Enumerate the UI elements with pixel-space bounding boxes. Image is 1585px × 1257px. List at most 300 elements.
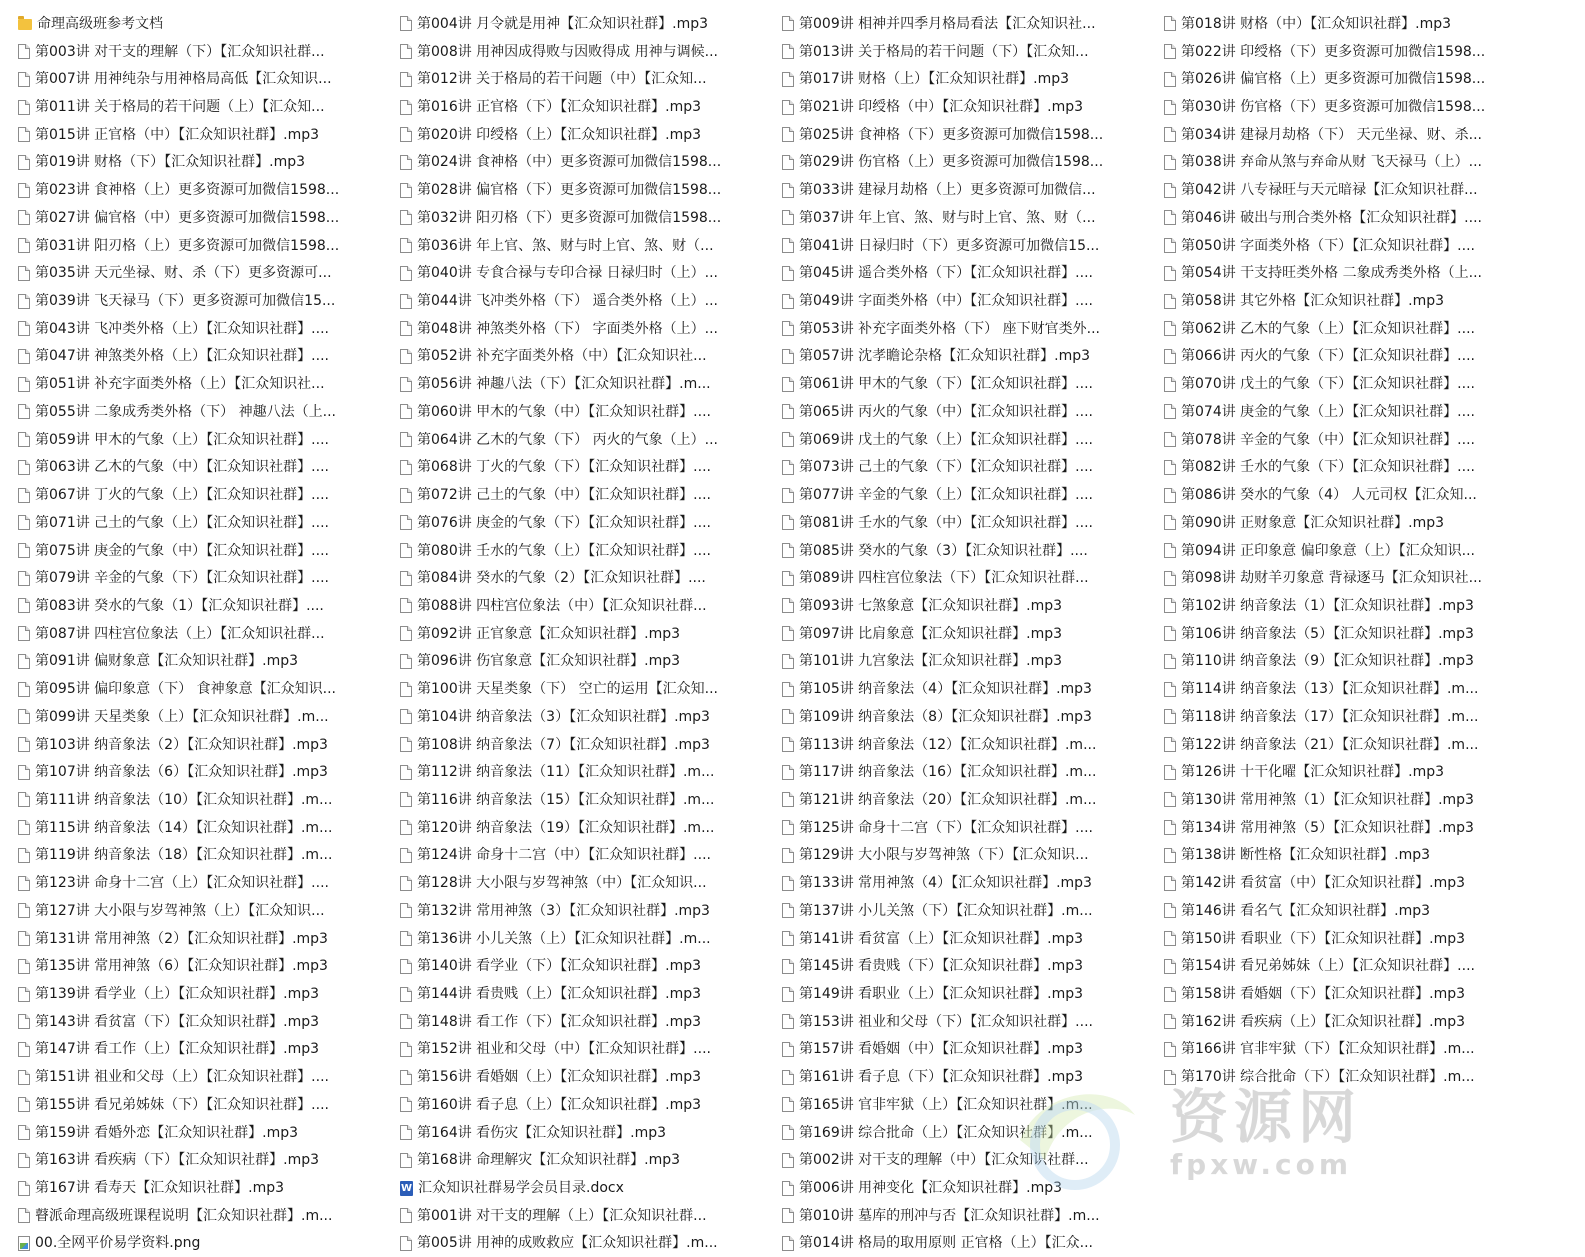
file-item[interactable] bbox=[400, 65, 782, 93]
file-item[interactable] bbox=[400, 648, 782, 676]
file-item[interactable] bbox=[400, 426, 782, 454]
file-item[interactable] bbox=[1164, 620, 1546, 648]
file-item[interactable] bbox=[782, 38, 1164, 66]
file-item[interactable] bbox=[400, 149, 782, 177]
file-name: 第008讲 用神因成得败与因败得成 用神与调候... bbox=[417, 43, 718, 60]
file-item[interactable] bbox=[782, 842, 1164, 870]
file-name: 第156讲 看婚姻（上）【汇众知识社群】.mp3 bbox=[417, 1069, 702, 1086]
file-item[interactable] bbox=[18, 93, 400, 121]
file-icon bbox=[18, 1097, 30, 1112]
file-item[interactable] bbox=[782, 1036, 1164, 1064]
file-item[interactable] bbox=[1164, 204, 1546, 232]
file-icon bbox=[1164, 682, 1176, 697]
file-icon bbox=[1164, 16, 1176, 31]
file-name: 第160讲 看子息（上）【汇众知识社群】.mp3 bbox=[417, 1096, 702, 1113]
file-icon bbox=[400, 127, 412, 142]
file-icon bbox=[1164, 792, 1176, 807]
file-item[interactable] bbox=[782, 925, 1164, 953]
file-item[interactable] bbox=[400, 121, 782, 149]
file-name: 第131讲 常用神煞（2）【汇众知识社群】.mp3 bbox=[35, 930, 328, 947]
file-item[interactable] bbox=[782, 149, 1164, 177]
file-list bbox=[18, 10, 1578, 1252]
file-item[interactable] bbox=[400, 1008, 782, 1036]
file-icon bbox=[1164, 515, 1176, 530]
file-icon bbox=[782, 1125, 794, 1140]
file-item[interactable] bbox=[400, 343, 782, 371]
file-icon bbox=[400, 1236, 412, 1251]
file-item[interactable] bbox=[18, 1230, 400, 1257]
file-icon bbox=[400, 931, 412, 946]
file-item[interactable] bbox=[18, 620, 400, 648]
file-name: 第062讲 乙木的气象（上）【汇众知识社群】.... bbox=[1181, 320, 1475, 337]
file-icon bbox=[400, 460, 412, 475]
file-item[interactable] bbox=[782, 454, 1164, 482]
file-name: 第164讲 看伤灾【汇众知识社群】.mp3 bbox=[417, 1124, 667, 1141]
file-item[interactable] bbox=[782, 1008, 1164, 1036]
file-item[interactable] bbox=[18, 509, 400, 537]
file-icon bbox=[18, 987, 30, 1002]
file-item[interactable] bbox=[18, 232, 400, 260]
file-item[interactable] bbox=[18, 121, 400, 149]
file-item[interactable] bbox=[18, 1174, 400, 1202]
file-icon bbox=[782, 1014, 794, 1029]
file-item[interactable] bbox=[400, 564, 782, 592]
file-item[interactable] bbox=[400, 370, 782, 398]
file-icon bbox=[18, 100, 30, 115]
file-item[interactable] bbox=[1164, 398, 1546, 426]
file-item[interactable] bbox=[782, 370, 1164, 398]
file-icon bbox=[782, 44, 794, 59]
file-item[interactable] bbox=[782, 564, 1164, 592]
file-name: 第009讲 相神并四季月格局看法【汇众知识社... bbox=[799, 15, 1096, 32]
file-item[interactable] bbox=[782, 814, 1164, 842]
file-item[interactable] bbox=[400, 842, 782, 870]
file-item[interactable] bbox=[782, 204, 1164, 232]
file-item[interactable] bbox=[18, 315, 400, 343]
file-item[interactable] bbox=[782, 315, 1164, 343]
file-name: 第040讲 专食合禄与专印合禄 日禄归时（上）... bbox=[417, 265, 718, 282]
file-item[interactable] bbox=[18, 1202, 400, 1230]
file-icon bbox=[1164, 377, 1176, 392]
file-name: 第134讲 常用神煞（5）【汇众知识社群】.mp3 bbox=[1181, 819, 1474, 836]
file-item[interactable] bbox=[782, 1063, 1164, 1091]
file-item[interactable] bbox=[18, 980, 400, 1008]
file-name: 第170讲 综合批命（下）【汇众知识社群】.m... bbox=[1181, 1069, 1475, 1086]
file-item[interactable] bbox=[400, 315, 782, 343]
file-icon bbox=[18, 820, 30, 835]
file-item[interactable] bbox=[782, 869, 1164, 897]
file-icon bbox=[400, 349, 412, 364]
file-item[interactable] bbox=[18, 564, 400, 592]
file-item[interactable] bbox=[18, 287, 400, 315]
file-item[interactable] bbox=[400, 1119, 782, 1147]
file-icon bbox=[400, 1125, 412, 1140]
file-name: 第145讲 看贵贱（下）【汇众知识社群】.mp3 bbox=[799, 958, 1084, 975]
file-name: 第051讲 补充字面类外格（上）【汇众知识社... bbox=[35, 376, 325, 393]
file-item[interactable] bbox=[18, 1063, 400, 1091]
file-item[interactable] bbox=[782, 481, 1164, 509]
file-icon bbox=[18, 848, 30, 863]
file-name: 第155讲 看兄弟姊妹（下）【汇众知识社群】.... bbox=[35, 1096, 329, 1113]
file-name: 第021讲 印绶格（中）【汇众知识社群】.mp3 bbox=[799, 99, 1084, 116]
file-item[interactable] bbox=[782, 703, 1164, 731]
file-icon bbox=[1164, 321, 1176, 336]
file-item[interactable] bbox=[18, 38, 400, 66]
file-item[interactable] bbox=[1164, 65, 1546, 93]
file-name: 第091讲 偏财象意【汇众知识社群】.mp3 bbox=[35, 653, 299, 670]
file-name: 第068讲 丁火的气象（下）【汇众知识社群】.... bbox=[417, 459, 711, 476]
file-item[interactable] bbox=[1164, 703, 1546, 731]
file-item[interactable] bbox=[18, 149, 400, 177]
file-name: 第019讲 财格（下）【汇众知识社群】.mp3 bbox=[35, 154, 306, 171]
file-item[interactable] bbox=[1164, 731, 1546, 759]
file-name: 命理高级班参考文档 bbox=[37, 15, 163, 32]
file-item[interactable] bbox=[1164, 897, 1546, 925]
file-name: 第075讲 庚金的气象（中）【汇众知识社群】.... bbox=[35, 542, 329, 559]
file-item[interactable] bbox=[400, 869, 782, 897]
file-icon bbox=[782, 377, 794, 392]
file-icon bbox=[18, 1181, 30, 1196]
file-item[interactable] bbox=[1164, 1036, 1546, 1064]
file-item[interactable] bbox=[18, 259, 400, 287]
file-item[interactable] bbox=[400, 1230, 782, 1257]
file-name: 第034讲 建禄月劫格（下） 天元坐禄、财、杀... bbox=[1181, 126, 1482, 143]
file-icon bbox=[18, 1153, 30, 1168]
file-item[interactable] bbox=[1164, 370, 1546, 398]
file-icon bbox=[782, 1181, 794, 1196]
file-item[interactable] bbox=[1164, 952, 1546, 980]
file-name: 第119讲 纳音象法（18）【汇众知识社群】.m... bbox=[35, 847, 333, 864]
file-item[interactable] bbox=[18, 537, 400, 565]
file-item[interactable] bbox=[782, 675, 1164, 703]
file-name: 第126讲 十干化曜【汇众知识社群】.mp3 bbox=[1181, 764, 1445, 781]
file-item[interactable] bbox=[18, 1146, 400, 1174]
file-item[interactable] bbox=[400, 620, 782, 648]
file-item[interactable] bbox=[400, 1202, 782, 1230]
file-item[interactable] bbox=[400, 38, 782, 66]
file-name: 第113讲 纳音象法（12）【汇众知识社群】.m... bbox=[799, 736, 1097, 753]
file-icon bbox=[18, 321, 30, 336]
file-name: 第002讲 对干支的理解（中）【汇众知识社群... bbox=[799, 1152, 1089, 1169]
file-item[interactable] bbox=[400, 675, 782, 703]
file-icon bbox=[18, 266, 30, 281]
file-item[interactable] bbox=[1164, 259, 1546, 287]
file-item[interactable] bbox=[1164, 481, 1546, 509]
file-item[interactable] bbox=[1164, 537, 1546, 565]
file-name: 第085讲 癸水的气象（3）【汇众知识社群】.... bbox=[799, 542, 1088, 559]
file-item[interactable] bbox=[782, 980, 1164, 1008]
file-item[interactable] bbox=[1164, 786, 1546, 814]
file-item[interactable] bbox=[18, 648, 400, 676]
file-name: 第054讲 干支持旺类外格 二象成秀类外格（上... bbox=[1181, 265, 1482, 282]
file-item[interactable] bbox=[18, 481, 400, 509]
file-item[interactable] bbox=[1164, 675, 1546, 703]
file-icon bbox=[1164, 266, 1176, 281]
file-name: 第158讲 看婚姻（下）【汇众知识社群】.mp3 bbox=[1181, 986, 1466, 1003]
file-icon bbox=[400, 1042, 412, 1057]
file-name: 第050讲 字面类外格（下）【汇众知识社群】.... bbox=[1181, 237, 1475, 254]
file-name: 第043讲 飞冲类外格（上）【汇众知识社群】.... bbox=[35, 320, 329, 337]
file-item[interactable] bbox=[18, 370, 400, 398]
file-item[interactable] bbox=[18, 1008, 400, 1036]
file-icon bbox=[400, 987, 412, 1002]
file-name: 第146讲 看名气【汇众知识社群】.mp3 bbox=[1181, 902, 1431, 919]
file-item[interactable] bbox=[18, 176, 400, 204]
file-item[interactable] bbox=[400, 1063, 782, 1091]
file-icon bbox=[782, 238, 794, 253]
file-item[interactable] bbox=[782, 65, 1164, 93]
file-item[interactable] bbox=[1164, 842, 1546, 870]
file-name: 第133讲 常用神煞（4）【汇众知识社群】.mp3 bbox=[799, 875, 1092, 892]
file-item[interactable] bbox=[782, 426, 1164, 454]
file-name: 第010讲 墓库的刑冲与否【汇众知识社群】.m... bbox=[799, 1207, 1100, 1224]
file-name: 第084讲 癸水的气象（2）【汇众知识社群】.... bbox=[417, 570, 706, 587]
file-icon bbox=[1164, 488, 1176, 503]
file-item[interactable] bbox=[400, 398, 782, 426]
file-item[interactable] bbox=[18, 454, 400, 482]
file-item[interactable] bbox=[782, 897, 1164, 925]
file-name: 第049讲 字面类外格（中）【汇众知识社群】.... bbox=[799, 293, 1093, 310]
file-name: 第147讲 看工作（上）【汇众知识社群】.mp3 bbox=[35, 1041, 320, 1058]
file-item[interactable] bbox=[1164, 592, 1546, 620]
file-icon bbox=[1164, 404, 1176, 419]
file-item[interactable] bbox=[400, 509, 782, 537]
file-item[interactable] bbox=[400, 93, 782, 121]
file-item[interactable] bbox=[1164, 38, 1546, 66]
file-item[interactable] bbox=[1164, 343, 1546, 371]
file-item[interactable] bbox=[400, 814, 782, 842]
file-name: 第153讲 祖业和父母（下）【汇众知识社群】.... bbox=[799, 1013, 1093, 1030]
file-name: 第027讲 偏官格（中）更多资源可加微信1598... bbox=[35, 209, 340, 226]
file-item[interactable] bbox=[400, 204, 782, 232]
file-name: 第101讲 九宫象法【汇众知识社群】.mp3 bbox=[799, 653, 1063, 670]
file-icon bbox=[782, 931, 794, 946]
file-item[interactable] bbox=[782, 1230, 1164, 1257]
file-item[interactable] bbox=[18, 703, 400, 731]
file-item[interactable] bbox=[400, 10, 782, 38]
file-item[interactable] bbox=[400, 758, 782, 786]
file-name: 第142讲 看贫富（中）【汇众知识社群】.mp3 bbox=[1181, 875, 1466, 892]
file-item[interactable] bbox=[18, 65, 400, 93]
file-icon bbox=[400, 1070, 412, 1085]
file-item[interactable] bbox=[782, 121, 1164, 149]
file-name: 第071讲 己土的气象（上）【汇众知识社群】.... bbox=[35, 514, 329, 531]
file-name: 第005讲 用神的成败救应【汇众知识社群】.m... bbox=[417, 1235, 718, 1252]
file-name: 第073讲 己土的气象（下）【汇众知识社群】.... bbox=[799, 459, 1093, 476]
file-item[interactable] bbox=[400, 786, 782, 814]
file-item[interactable] bbox=[1164, 509, 1546, 537]
file-item[interactable] bbox=[1164, 454, 1546, 482]
file-item[interactable] bbox=[18, 869, 400, 897]
file-name: 第154讲 看兄弟姊妹（上）【汇众知识社群】.... bbox=[1181, 958, 1475, 975]
file-item[interactable] bbox=[1164, 315, 1546, 343]
file-icon bbox=[18, 571, 30, 586]
file-name: 第135讲 常用神煞（6）【汇众知识社群】.mp3 bbox=[35, 958, 328, 975]
file-item[interactable] bbox=[400, 481, 782, 509]
file-item[interactable] bbox=[18, 814, 400, 842]
file-item[interactable] bbox=[782, 1119, 1164, 1147]
file-icon bbox=[1164, 1014, 1176, 1029]
file-name: 第023讲 食神格（上）更多资源可加微信1598... bbox=[35, 182, 340, 199]
file-item[interactable] bbox=[18, 204, 400, 232]
file-item[interactable] bbox=[18, 897, 400, 925]
file-item[interactable] bbox=[782, 1091, 1164, 1119]
file-item[interactable] bbox=[400, 454, 782, 482]
file-icon bbox=[400, 294, 412, 309]
file-item[interactable] bbox=[18, 731, 400, 759]
file-item[interactable] bbox=[782, 10, 1164, 38]
file-icon bbox=[782, 155, 794, 170]
file-item[interactable] bbox=[400, 1174, 782, 1202]
file-name: 第081讲 壬水的气象（中）【汇众知识社群】.... bbox=[799, 514, 1093, 531]
file-icon bbox=[400, 183, 412, 198]
file-icon bbox=[400, 16, 412, 31]
file-name: 第024讲 食神格（中）更多资源可加微信1598... bbox=[417, 154, 722, 171]
file-item[interactable] bbox=[1164, 121, 1546, 149]
file-item[interactable] bbox=[782, 93, 1164, 121]
file-item[interactable] bbox=[782, 509, 1164, 537]
watermark-url: fpxw.com bbox=[1170, 1148, 1353, 1181]
file-item[interactable] bbox=[1164, 149, 1546, 177]
file-name: 第151讲 祖业和父母（上）【汇众知识社群】.... bbox=[35, 1069, 329, 1086]
file-icon bbox=[18, 294, 30, 309]
file-icon bbox=[1164, 127, 1176, 142]
file-item[interactable] bbox=[1164, 925, 1546, 953]
file-item[interactable] bbox=[782, 398, 1164, 426]
file-name: 第143讲 看贫富（下）【汇众知识社群】.mp3 bbox=[35, 1013, 320, 1030]
file-name: 第065讲 丙火的气象（中）【汇众知识社群】.... bbox=[799, 403, 1093, 420]
file-item[interactable] bbox=[400, 1146, 782, 1174]
file-item[interactable] bbox=[400, 897, 782, 925]
file-icon bbox=[400, 515, 412, 530]
file-item[interactable] bbox=[400, 592, 782, 620]
file-icon bbox=[18, 127, 30, 142]
file-item[interactable] bbox=[782, 592, 1164, 620]
file-item[interactable] bbox=[18, 925, 400, 953]
file-icon bbox=[400, 1014, 412, 1029]
file-item[interactable] bbox=[18, 786, 400, 814]
file-item[interactable] bbox=[1164, 564, 1546, 592]
file-item[interactable] bbox=[18, 1119, 400, 1147]
file-item[interactable] bbox=[1164, 814, 1546, 842]
file-item[interactable] bbox=[18, 675, 400, 703]
file-item[interactable] bbox=[782, 259, 1164, 287]
file-icon bbox=[782, 903, 794, 918]
file-name: 第001讲 对干支的理解（上）【汇众知识社群... bbox=[417, 1207, 707, 1224]
file-item[interactable] bbox=[400, 731, 782, 759]
file-item[interactable] bbox=[782, 1202, 1164, 1230]
file-icon bbox=[18, 515, 30, 530]
file-item[interactable] bbox=[400, 537, 782, 565]
file-name: 第167讲 看寿天【汇众知识社群】.mp3 bbox=[35, 1180, 285, 1197]
file-item[interactable] bbox=[18, 398, 400, 426]
file-item[interactable] bbox=[1164, 869, 1546, 897]
file-item[interactable] bbox=[18, 842, 400, 870]
file-item[interactable] bbox=[782, 343, 1164, 371]
file-name: 第045讲 遥合类外格（下）【汇众知识社群】.... bbox=[799, 265, 1093, 282]
file-item[interactable] bbox=[18, 592, 400, 620]
file-item[interactable] bbox=[400, 176, 782, 204]
file-name: 第079讲 辛金的气象（下）【汇众知识社群】.... bbox=[35, 570, 329, 587]
file-item[interactable] bbox=[1164, 232, 1546, 260]
file-name: 第007讲 用神纯杂与用神格局高低【汇众知识... bbox=[35, 71, 332, 88]
file-item[interactable] bbox=[1164, 93, 1546, 121]
file-icon bbox=[400, 626, 412, 641]
file-item[interactable] bbox=[782, 731, 1164, 759]
file-icon bbox=[18, 1125, 30, 1140]
file-item[interactable] bbox=[18, 952, 400, 980]
file-item[interactable] bbox=[400, 925, 782, 953]
file-item[interactable] bbox=[782, 232, 1164, 260]
file-item[interactable] bbox=[782, 620, 1164, 648]
file-item[interactable] bbox=[1164, 426, 1546, 454]
file-item[interactable] bbox=[1164, 1008, 1546, 1036]
file-item[interactable] bbox=[400, 287, 782, 315]
file-item[interactable] bbox=[1164, 1063, 1546, 1091]
file-item[interactable] bbox=[782, 1174, 1164, 1202]
folder-item[interactable] bbox=[18, 10, 400, 38]
file-name: 第066讲 丙火的气象（下）【汇众知识社群】.... bbox=[1181, 348, 1475, 365]
file-icon bbox=[1164, 1042, 1176, 1057]
file-item[interactable] bbox=[400, 1091, 782, 1119]
file-item[interactable] bbox=[1164, 980, 1546, 1008]
file-name: 第140讲 看学业（下）【汇众知识社群】.mp3 bbox=[417, 958, 702, 975]
file-item[interactable] bbox=[1164, 10, 1546, 38]
file-name: 第060讲 甲木的气象（中）【汇众知识社群】.... bbox=[417, 403, 711, 420]
file-name: 第100讲 天星类象（下） 空亡的运用【汇众知... bbox=[417, 681, 718, 698]
file-item[interactable] bbox=[18, 758, 400, 786]
file-item[interactable] bbox=[782, 758, 1164, 786]
file-item[interactable] bbox=[782, 1146, 1164, 1174]
file-item[interactable] bbox=[400, 1036, 782, 1064]
file-icon bbox=[782, 183, 794, 198]
file-icon bbox=[18, 626, 30, 641]
file-item[interactable] bbox=[782, 287, 1164, 315]
file-name: 第012讲 关于格局的若干问题（中）【汇众知... bbox=[417, 71, 707, 88]
file-item[interactable] bbox=[782, 176, 1164, 204]
file-icon bbox=[1164, 654, 1176, 669]
file-icon bbox=[1164, 737, 1176, 752]
file-icon bbox=[400, 44, 412, 59]
file-icon bbox=[782, 1236, 794, 1251]
file-item[interactable] bbox=[18, 1036, 400, 1064]
file-icon bbox=[782, 349, 794, 364]
file-icon bbox=[18, 598, 30, 613]
file-item[interactable] bbox=[400, 259, 782, 287]
file-item[interactable] bbox=[782, 952, 1164, 980]
file-item[interactable] bbox=[400, 703, 782, 731]
file-item[interactable] bbox=[782, 537, 1164, 565]
file-icon bbox=[18, 792, 30, 807]
file-item[interactable] bbox=[400, 980, 782, 1008]
file-item[interactable] bbox=[1164, 176, 1546, 204]
file-item[interactable] bbox=[1164, 758, 1546, 786]
file-item[interactable] bbox=[782, 648, 1164, 676]
file-item[interactable] bbox=[1164, 648, 1546, 676]
file-item[interactable] bbox=[400, 232, 782, 260]
file-item[interactable] bbox=[400, 952, 782, 980]
file-icon bbox=[1164, 349, 1176, 364]
file-icon bbox=[18, 709, 30, 724]
file-icon bbox=[18, 1042, 30, 1057]
file-item[interactable] bbox=[18, 426, 400, 454]
file-item[interactable] bbox=[18, 1091, 400, 1119]
file-item[interactable] bbox=[1164, 287, 1546, 315]
file-item[interactable] bbox=[18, 343, 400, 371]
file-icon bbox=[1164, 44, 1176, 59]
file-item[interactable] bbox=[782, 786, 1164, 814]
file-icon bbox=[782, 876, 794, 891]
